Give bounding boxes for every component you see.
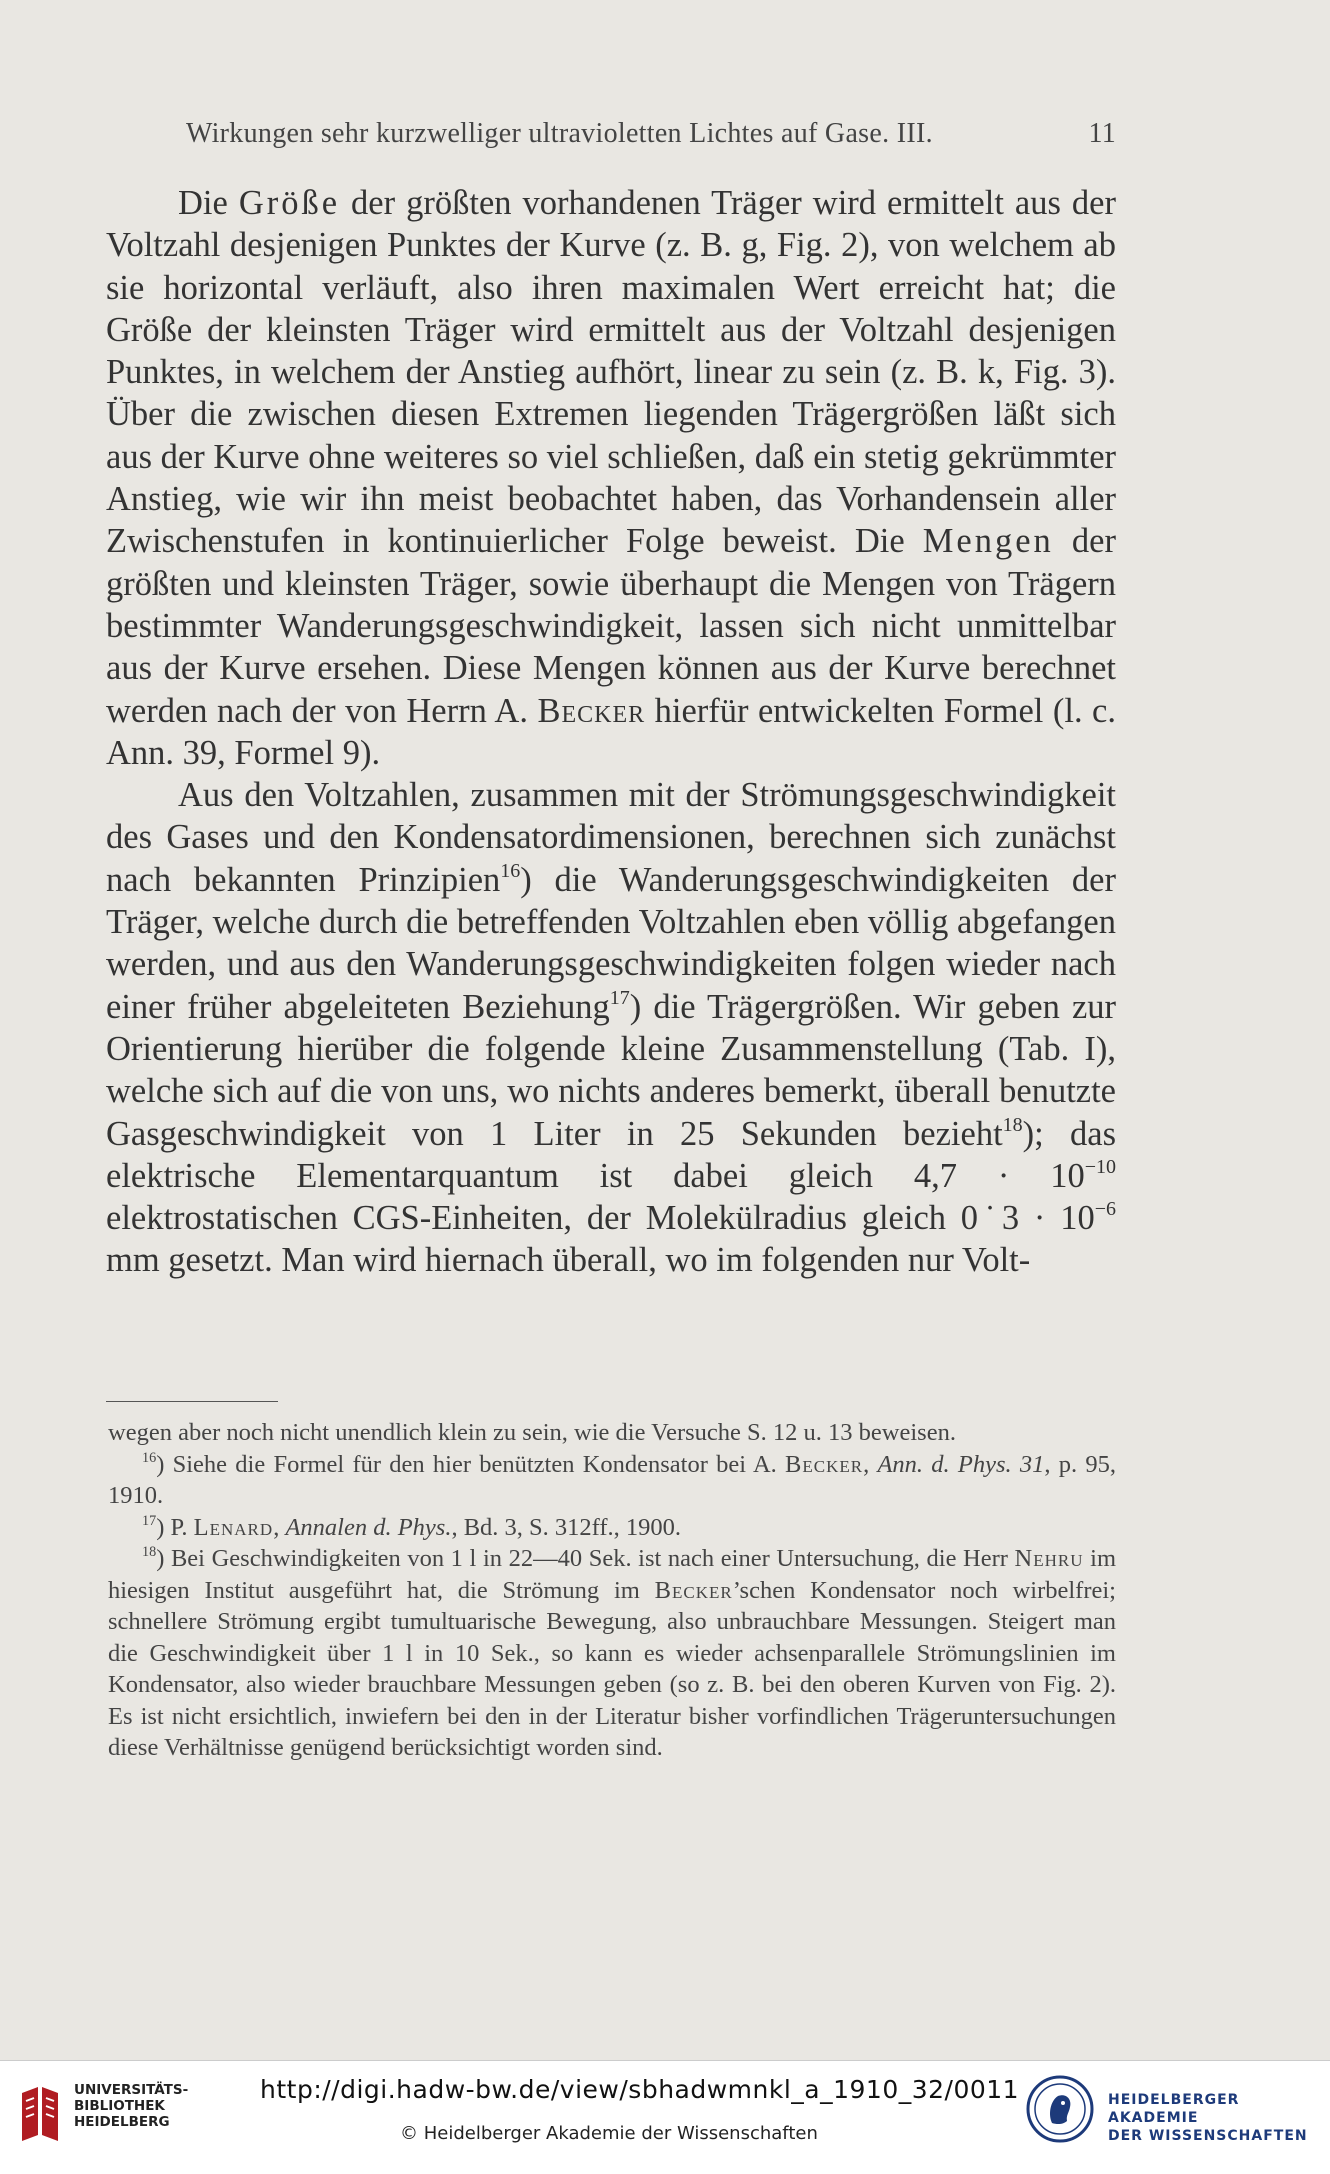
p1-text-c: der größten vorhandenen Träger wird ermittelt aus der Voltzahl desjenigen Punktes der Kurve (z. B. g, Fig. 2), von welchem ab sie horizontal verläuft, also ihren maximalen Wert erreicht hat; die Größe der kleinsten Träger wird ermittelt aus der Voltzahl desjenigen Punktes, in welchem der Anstieg aufhört, linear zu sein (z. B. k, Fig. 3). Über die zwischen diesen Extremen liegenden Trägergrößen läßt sich aus der Kurve ohne weiteres so viel schließen, daß ein stetig gekrümmter Anstieg, wie wir ihn meist beobachtet haben, das Vorhandensein aller Zwischenstufen in kontinuierlicher Folge beweist. Die (106, 184, 1116, 561)
footnote-divider (106, 1401, 278, 1402)
footnote-18-number: 18 (142, 1544, 157, 1561)
fn16-journal: Ann. d. Phys. 31 (877, 1450, 1045, 1478)
p2-text-c: ) die Trägergrößen. Wir geben zur Orientierung hierüber die folgende kleine Zusammenstellung (Tab. I), welche sich auf die von uns, wo nichts anderes bemerkt, überall benutzte Gasgeschwindigkeit von 1 Liter in 25 Sekunden bezieht (106, 987, 1117, 1153)
p2-text-d: ); das elektrische Elementarquantum ist dabei gleich 4,7 · 10 (106, 1114, 1116, 1195)
academy-medallion-icon[interactable] (1026, 2075, 1094, 2143)
p1-emph-mengen: Mengen (922, 522, 1054, 561)
fn18-text-a: ) Bei Geschwindigkeiten von 1 l in 22—40 Sek. ist nach einer Untersuchung, die Herr (156, 1545, 1015, 1572)
fn17-name: Lenard (193, 1513, 274, 1541)
fn16-name: Becker (785, 1450, 864, 1478)
p1-text-e: der größten und kleinsten Träger, sowie überhaupt die Mengen von Trägern bestimmter Wanderungsgeschwindigkeit, lassen sich nicht unmittelbar aus der Kurve ersehen. Diese Mengen können aus der Kurve berechnet werden nach der von Herrn A. (106, 522, 1116, 730)
fn16-text-a: ) Siehe die Formel für den hier benützten Kondensator bei A. (156, 1450, 786, 1478)
p2-text-a: Aus den Voltzahlen, zusammen mit der Strömungsgeschwindigkeit des Gases und den Kondensatordimensionen, berechnen sich zunächst nach bekannten Prinzipien (106, 776, 1116, 899)
fn18-name-nehru: Nehru (1014, 1545, 1084, 1572)
fn17-text-b: , (273, 1513, 286, 1541)
footnote-18 (108, 1543, 1116, 1764)
paragraph-1 (106, 182, 1116, 774)
fn18-text-c: ’schen Kondensator noch wirbelfrei; schnellere Strömung ergibt tumultuarische Bewegung, also unbrauchbare Messungen. Steigert man die Geschwindigkeit über 1 l in 10 Sek., so kann es wieder achsenparallele Strömungslinien im Kondensator, also wieder brauchbare Messungen geben (so z. B. bei den oberen Kurven von Fig. 2). Es ist nicht ersichtlich, inwiefern bei den in der Literatur bisher vorfindlichen Trägeruntersuchungen diese Verhältnisse genügend berücksichtigt worden sind. (108, 1576, 1116, 1761)
permalink-url[interactable]: http://digi.hadw-bw.de/view/sbhadwmnkl_a_1910_32/0011 (260, 2075, 1020, 2104)
paragraph-2 (106, 774, 1116, 1282)
footnote-ref-16[interactable]: 16 (500, 859, 521, 882)
copyright-notice: © Heidelberger Akademie der Wissenschaften (400, 2123, 818, 2144)
p2-text-b: ) die Wanderungsgeschwindigkeiten der Träger, welche durch die betreffenden Voltzahlen eben völlig abgefangen werden, und aus den Wanderungsgeschwindigkeiten folgen wieder nach einer früher abgeleiteten Beziehung (106, 860, 1116, 1026)
footnotes (108, 1417, 1116, 1764)
p1-emph-groesse: Größe (238, 184, 341, 222)
fn18-text-b: im hiesigen Institut ausgeführt hat, die Strömung im (108, 1545, 1116, 1604)
p1-name-becker: Becker (537, 691, 646, 730)
p1-text-a: Die (178, 184, 239, 222)
footnote-16-number: 16 (142, 1449, 157, 1466)
library-line-1: UNIVERSITÄTS- (74, 2082, 189, 2098)
footnote-continuation: wegen aber noch nicht unendlich klein zu sein, wie die Versuche S. 12 u. 13 beweisen. (108, 1419, 956, 1446)
p1-text-g: hierfür entwickelten Formel (l. c. Ann. 39, Formel 9). (106, 691, 1116, 772)
library-line-2: BIBLIOTHEK (74, 2098, 165, 2114)
academy-name (1108, 2091, 1330, 2145)
footnote-ref-18[interactable]: 18 (1002, 1113, 1023, 1136)
fn17-text-a: ) P. (156, 1513, 194, 1541)
main-text (106, 182, 1116, 1282)
fn17-text-c: , Bd. 3, S. 312ff., 1900. (451, 1513, 682, 1541)
running-header (186, 118, 1116, 150)
digitization-footer (0, 2060, 1330, 2174)
exponent-minus-6: −6 (1094, 1198, 1116, 1221)
library-name (74, 2082, 188, 2130)
fn17-journal: Annalen d. Phys. (285, 1513, 452, 1541)
footnote-17-number: 17 (142, 1512, 157, 1529)
p2-text-f: mm gesetzt. Man wird hiernach überall, wo im folgenden nur Volt- (106, 1241, 1031, 1280)
page-number: 11 (1088, 118, 1116, 149)
exponent-minus-10: −10 (1084, 1155, 1116, 1178)
p2-text-e: elektrostatischen CGS-Einheiten, der Molekülradius gleich 0˙3 · 10 (106, 1199, 1095, 1238)
fn16-text-b: , (863, 1450, 878, 1478)
academy-line-1: HEIDELBERGER AKADEMIE (1108, 2092, 1240, 2126)
academy-line-2: DER WISSENSCHAFTEN (1108, 2128, 1308, 2144)
fn18-name-becker: Becker (654, 1576, 733, 1604)
running-title: Wirkungen sehr kurzwelliger ultravioletten Lichtes auf Gase. III. (186, 118, 933, 149)
footnote-ref-17[interactable]: 17 (609, 986, 630, 1009)
footnote-16 (108, 1449, 1116, 1512)
library-line-3: HEIDELBERG (74, 2114, 170, 2130)
fn16-text-c: , p. 95, 1910. (108, 1450, 1117, 1509)
footnote-17 (108, 1512, 1116, 1544)
